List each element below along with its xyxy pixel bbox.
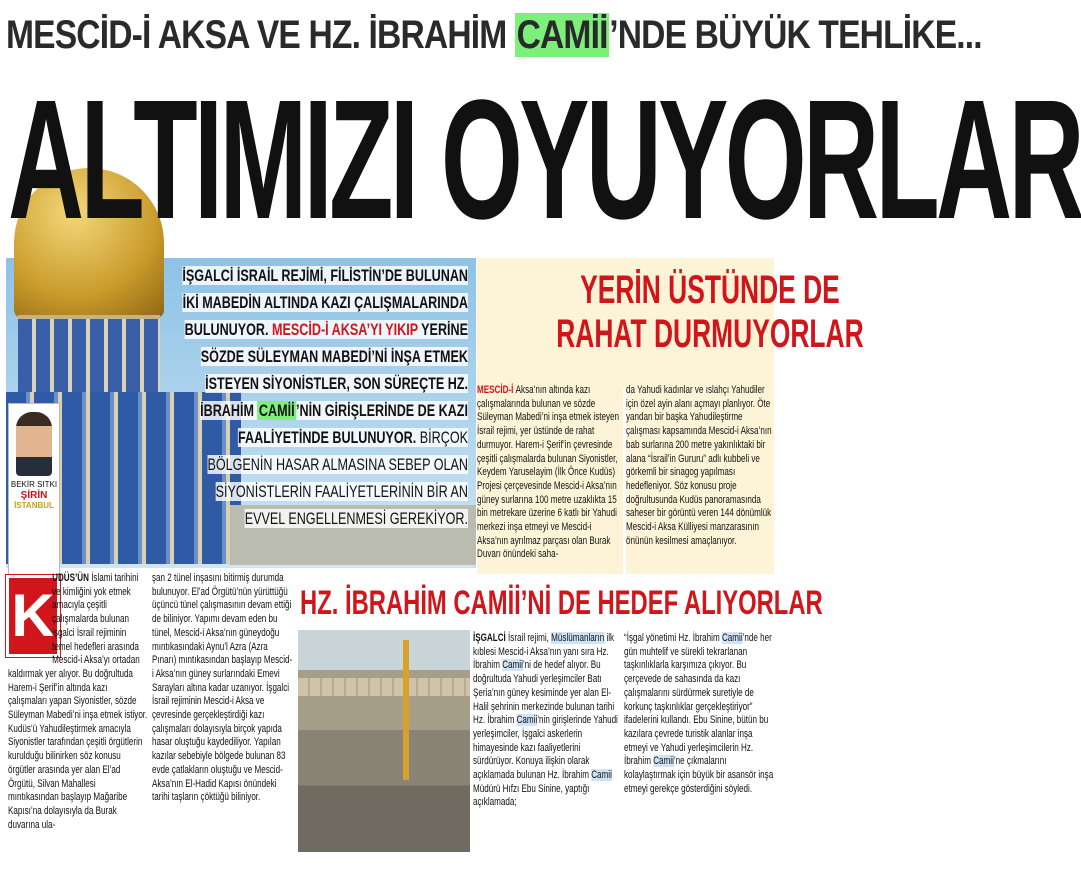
main-headline: ALTIMIZI OYUYORLAR <box>8 65 1081 255</box>
section-headline: HZ. İBRAHİM CAMİİ’Nİ DE HEDEF ALIYORLAR <box>300 584 823 622</box>
dome-drum-image <box>18 315 160 397</box>
kicker-title: MESCİD-İ AKSA VE HZ. İBRAHİM CAMİİ’NDE BÜYÜK TEHLİKE... <box>6 13 982 57</box>
section-column-1: İŞGALCİ İsrail rejimi, Müslümanların ilk kıblesi Mescid-i Aksa’nın yanı sıra Hz. İbrahim Camii’ni de hedef alıyor. Bu doğrultuda Yahudi yerleşimciler Batı Şeria’nın güney kesiminde yer alan El-Halil şehrinin merkezinde bulunan tarihi Hz. İbrahim Camii’nin girişlerinde Yahudi yerleşimciler, İşgalci askerlerin himayesinde kazı faaliyetlerini sürdürüyor. Konuya ilişkin olarak açıklamada bulunan Hz. İbrahim Camii Müdürü Hıfzı Ebu Sinine, yaptığı açıklamada; <box>473 632 618 809</box>
old-city-wall-image <box>298 678 470 696</box>
author-box <box>8 403 60 575</box>
sidebar-column-1: MESCİD-İ Aksa’nın altında kazı çalışmalarında bulunan ve sözde Süleyman Mabedi’ni inşa etmek isteyen İsrail rejimi, yer üstünde de rahat durmuyor. Harem-i Şerif’in çevresinde çeşitli çalışmalarda bulunan Siyonistler, Keydem Yaruselayim (İlk Önce Kudüs) Projesi çerçevesinde Mescid-i Aksa’nın güney surlarına 100 metre uzaklıkta 15 bin metrekare üzerine 6 katlı bir Yahudi merkezi inşa etmeyi ve Mescid-i Aksa’nın ayrılmaz parçası olan Burak Duvarı önündeki saha- <box>477 384 623 574</box>
author-city: İSTANBUL <box>14 501 54 510</box>
author-name: BEKİR SITKI <box>10 480 58 489</box>
kicker-highlight: CAMİİ <box>516 13 608 57</box>
excavation-photo <box>298 630 470 852</box>
drop-cap-box: K <box>6 575 60 657</box>
intro-highlight: CAMİİ <box>258 401 295 420</box>
left-column-1: UDÜS’ÜN İslami tarihini ve kimliğini yok etmek amacıyla çeşitli çalışmalarda bulunan işgalci İsrail rejiminin temel hedefleri arasında Mescid-i Aksa’yı ortadan kaldırmak yer alıyor. Bu doğrultuda Harem-i Şerif’in altında kazı çalışmaları yapan Siyonistler, sözde Süleyman Mabedi’ni inşa etmek istiyor. Kudüs’ü Yahudileştirmek amacıyla Siyonistler tarafından çeşitli örgütlerin kurulduğu bilinirken söz konusu örgütler arasında yer alan El’ad Örgütü, Silvan Mahallesi mıntıkasından başlayıp Mağaribe Kapısı’na dolayısıyla da Burak duvarına ula- <box>8 572 148 831</box>
section-column-2: “İşgal yönetimi Hz. İbrahim Camii’nde her gün muhtelif ve sürekli tekrarlanan taşkınlıklarla karşımıza çıkıyor. Bu çerçevede de sahasında da kazı çalışmalarını sürdürmek suretiyle de korkunç taşkınlıklar gerçekleştiriyor” ifadelerini kullandı. Ebu Sinine, bütün bu kazılara çevrede turistik alanlar inşa etmeyi ve Yahudi yerleşimcilerin Hz. İbrahim Camii’ne çıkmalarını kolaylaştırmak için büyük bir asansör inşa etmeyi gerekçe gösterdiğini söyledi. <box>624 632 774 795</box>
left-column-2: şan 2 tünel inşasını bitirmiş durumda bulunuyor. El’ad Örgütü’nün yürüttüğü üçüncü tünel çalışmasının devam ettiği de biliniyor. Yapımı devam eden bu tünel, Mescid-i Aksa’nın güneydoğu mıntıkasındaki Aynu’l Azra (Azra Pınarı) mıntıkasından başlayıp Mescid-i Aksa’nın güney surlarındaki Emevi Sarayları altına kadar uzanıyor. İşgalci İsrail rejiminin Mescid-i Aksa ve çevresinde gerçekleştirdiği kazı çalışmaları dolayısıyla birçok yapıda hasar oluştuğu kaydediliyor. Yapılan kazılar sebebiyle bölgede bulunan 83 evde çatlakların oluştuğu ve Mescid- Aksa’nın El-Hadid Kapısı önündeki tarihi taşların çöktüğü biliniyor. <box>152 572 293 804</box>
intro-paragraph: İŞGALCİ İSRAİL REJİMİ, FİLİSTİN’DE BULUNAN İKİ MABEDİN ALTINDA KAZI ÇALIŞMALARINDA BULUNUYOR. MESCİD-İ AKSA’YI YIKIP YERİNE SÖZDE SÜLEYMAN MABEDİ’Nİ İNŞA ETMEK İSTEYEN SİYONİSTLER, SON SÜREÇTE HZ. İBRAHİM CAMİİ’NİN GİRİŞLERİNDE DE KAZI FAALİYETİNDE BULUNUYOR. BİRÇOK BÖLGENİN HASAR ALMASINA SEBEP OLAN SİYONİSTLERİN FAALİYETLERİNİN BİR AN EVVEL ENGELLENMESİ GEREKİYOR. <box>182 266 469 528</box>
sidebar-headline: YERİN ÜSTÜNDE DE RAHAT DURMUYORLAR <box>477 258 774 388</box>
crane-image <box>403 640 409 780</box>
author-photo <box>16 412 52 476</box>
sidebar-column-2: da Yahudi kadınlar ve ıslahçı Yahudiler için özel ayin alanı açmayı planlıyor. Öte yandan bir başka Yahudileştirme çalışması kapsamında Mescid-i Aksa’nın bab surlarına 200 metre yakınlıktaki bir alana “İsrail’in Gururu” adlı kubbeli ve görkemli bir sinagog yapılması hedefleniyor. Söz konusu proje doğrultusunda Kudüs panoramasında saheser bir görüntü veren 144 dönümlük Mescid-i Aksa Külliyesi manzarasının önünün kesilmesi amaçlanıyor. <box>626 384 774 574</box>
author-surname: ŞİRİN <box>20 490 48 501</box>
